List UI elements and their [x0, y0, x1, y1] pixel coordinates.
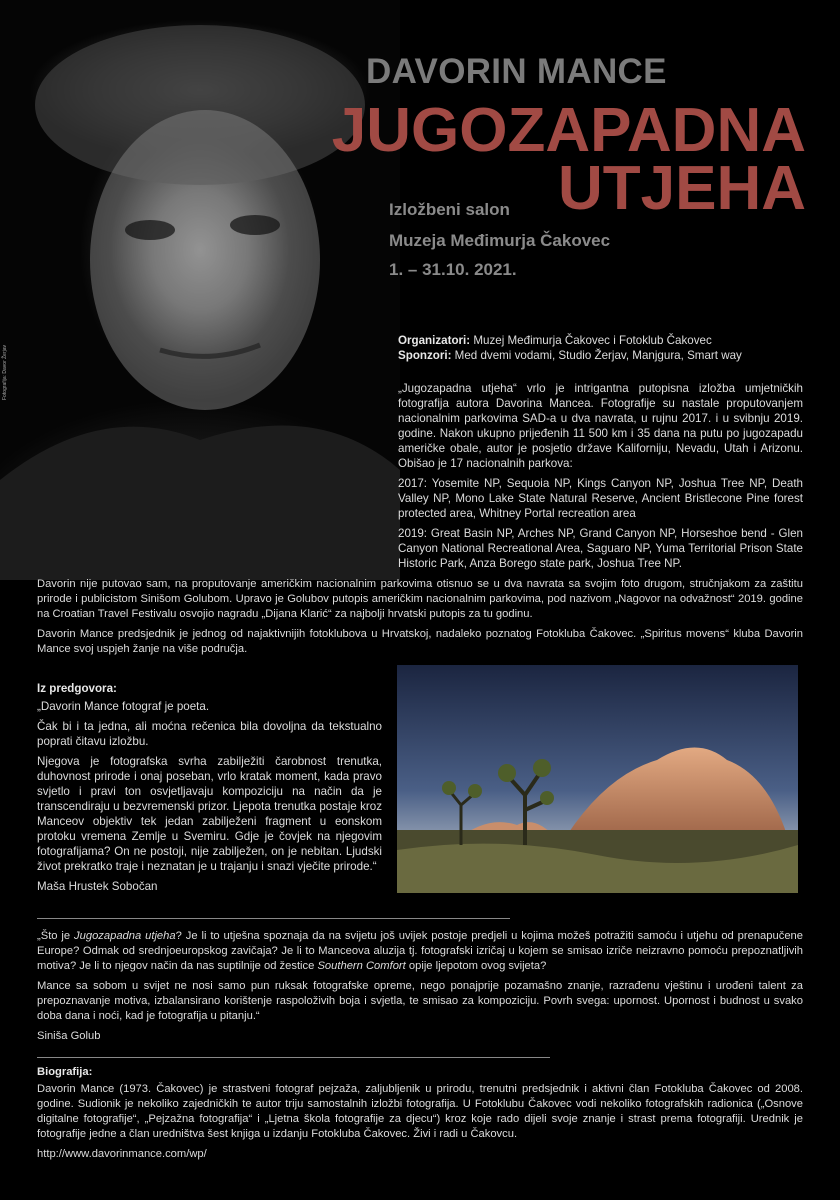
golub-p1: „Što je Jugozapadna utjeha? Je li to utješna spoznaja da na svijetu još uvijek postoje predjeli u kojima možeš potražiti samoću i utjehu od prenapučene Europe? Odmak od srednjoeuropskog zavičaja? Je li to Manceova aluzija tj. fotografski izričaj u kojem se smisao izriče neizravno pomoću prepoznatljivih motiva? Je li to njegov način da nas suptilnije od žestice Southern Comfort opije ljepotom ovog svijeta? — [37, 930, 803, 972]
credits-block — [398, 333, 808, 363]
section-divider — [37, 1057, 550, 1058]
foreword-p1: „Davorin Mance fotograf je poeta. — [37, 700, 210, 713]
foreword-author: Maša Hrustek Sobočan — [37, 880, 158, 893]
section-divider — [37, 918, 510, 919]
exhibition-dates: 1. – 31.10. 2021. — [389, 260, 517, 279]
exhibition-title-line2: UTJEHA — [557, 154, 806, 223]
venue-line2: Muzeja Međimurja Čakovec — [389, 231, 611, 250]
website-link[interactable]: http://www.davorinmance.com/wp/ — [37, 1148, 207, 1160]
author-name: DAVORIN MANCE — [366, 52, 667, 91]
bio-heading: Biografija: — [37, 1066, 93, 1078]
foreword-p3: Njegova je fotografska svrha zabilježiti čarobnost trenutka, duhovnost prirode i onaj poseban, vrlo kratak moment, kada pravo svjetlo i pravi ton osvjetljavaju kompoziciju na način da je transcendiraju u bezvremenski prizor. Ljepota trenutka postaje kroz Manceov objektiv tek jedan zabilježeni fragment u eonskom protoku vremena Zemlje u Svemiru. Gdje je čovjek na njegovim fotografijama? On ne postoji, nije zabilježen, on je nebitan. Ljudski život prekratko traje i neznatan je u trajanju i snazi vječite prirode.“ — [37, 755, 382, 873]
club-paragraph: Davorin Mance predsjednik je jednog od najaktivnijih fotoklubova u Hrvatskoj, nadaleko poznatog Fotokluba Čakovec. „Spiritus movens“ kluba Davorin Mance svoj uspjeh žanje na više područja. — [37, 628, 803, 655]
foreword-heading: Iz predgovora: — [37, 682, 117, 695]
foreword-block — [37, 681, 382, 899]
joshua-tree-landscape-photo — [397, 665, 798, 893]
photo-credit: Fotografija: Davor Žerjav — [2, 344, 8, 400]
exhibition-title-line1: JUGOZAPADNA — [331, 96, 806, 165]
parks-2017: 2017: Yosemite NP, Sequoia NP, Kings Canyon NP, Joshua Tree NP, Death Valley NP, Mono Lake State Natural Reserve, Ancient Bristlecone Pine forest protected area, Whitney Portal recreation area — [398, 477, 803, 520]
author-portrait-photo — [0, 0, 400, 580]
organizers-label: Organizatori: — [398, 334, 471, 347]
foreword-p2: Čak bi i ta jedna, ali moćna rečenica bila dovoljna da tekstualno poprati čitavu izložbu. — [37, 720, 382, 748]
parks-2019: 2019: Great Basin NP, Arches NP, Grand Canyon NP, Horseshoe bend - Glen Canyon National Recreational Area, Saguaro NP, Yuma Territorial Prison State Historic Park, Anza Borego state park, Joshua Tree NP. — [398, 527, 803, 570]
intro-paragraph: „Jugozapadna utjeha“ vrlo je intrigantna putopisna izložba umjetničkih fotografija autora Davorina Mancea. Fotografije su nastale proputovanjem nacionalnim parkovima SAD-a u dva navrata, u rujnu 2017. i u svibnju 2019. godine. Nakon ukupno prijeđenih 11 500 km i 35 dana na putu po jugozapadu američke obale, autor je posjetio države Kaliforniju, Nevadu, Utah i Arizonu. Obišao je 17 nacionalnih parkova: — [398, 382, 803, 470]
portrait-silhouette — [0, 0, 400, 580]
golub-p2: Mance sa sobom u svijet ne nosi samo pun ruksak fotografske opreme, nego ponajprije pozamašno znanje, razrađenu vještinu i urođeni talent za prepoznavanje motiva, izbalansirano korištenje raspoloživih boja i svjetla, te smisao za kompoziciju. Povrh svega: upornost. Upornost i budnost u svako doba dana i noći, kad je fotografija u pitanju.“ — [37, 980, 803, 1022]
bio-block — [37, 1065, 803, 1167]
landscape-illustration — [397, 665, 798, 893]
travel-companion-paragraph: Davorin nije putovao sam, na proputovanje američkim nacionalnim parkovima otisnuo se u dva navrata sa svojim foto drugom, stručnjakom za zaštitu prirode i publicistom Sinišom Golubom. Upravo je Golubov putopis američkim nacionalnim parkovima, pod nazivom „Nagovor na odvažnost“ 2019. godine na Croatian Travel Festivalu osvojio nagradu „Dijana Klarić“ za najbolji hrvatski putopis za tu godinu. — [37, 578, 803, 620]
golub-author: Siniša Golub — [37, 1030, 101, 1042]
sponsors-label: Sponzori: — [398, 349, 452, 362]
sponsors: Sponzori: Med dvemi vodami, Studio Žerjav, Manjgura, Smart way — [398, 349, 742, 362]
intro-block — [398, 381, 803, 576]
venue-line1: Izložbeni salon — [389, 200, 510, 219]
organizers: Organizatori: Muzej Međimurja Čakovec i Fotoklub Čakovec — [398, 334, 712, 347]
golub-block — [37, 929, 803, 1049]
wide-block — [37, 577, 803, 662]
bio-text: Davorin Mance (1973. Čakovec) je strastveni fotograf pejzaža, zaljubljenik u prirodu, trenutni predsjednik i aktivni član Fotokluba Čakovec od 2008. godine. Sudionik je nekoliko zajedničkih te autor triju samostalnih izložbi fotografija. U Fotoklubu Čakovec vodi nekoliko fotografskih radionica („Osnove digitalne fotografije“, „Pejzažna fotografija“ i „Ljetna škola fotografije za djecu“) kroz koje rado dijeli svoje znanje i strast prema fotografiji. Urednik je fotografije jedne a član uredništva šest knjiga u izdanju Fotokluba Čakovec. Živi i radi u Čakovcu. — [37, 1083, 803, 1140]
